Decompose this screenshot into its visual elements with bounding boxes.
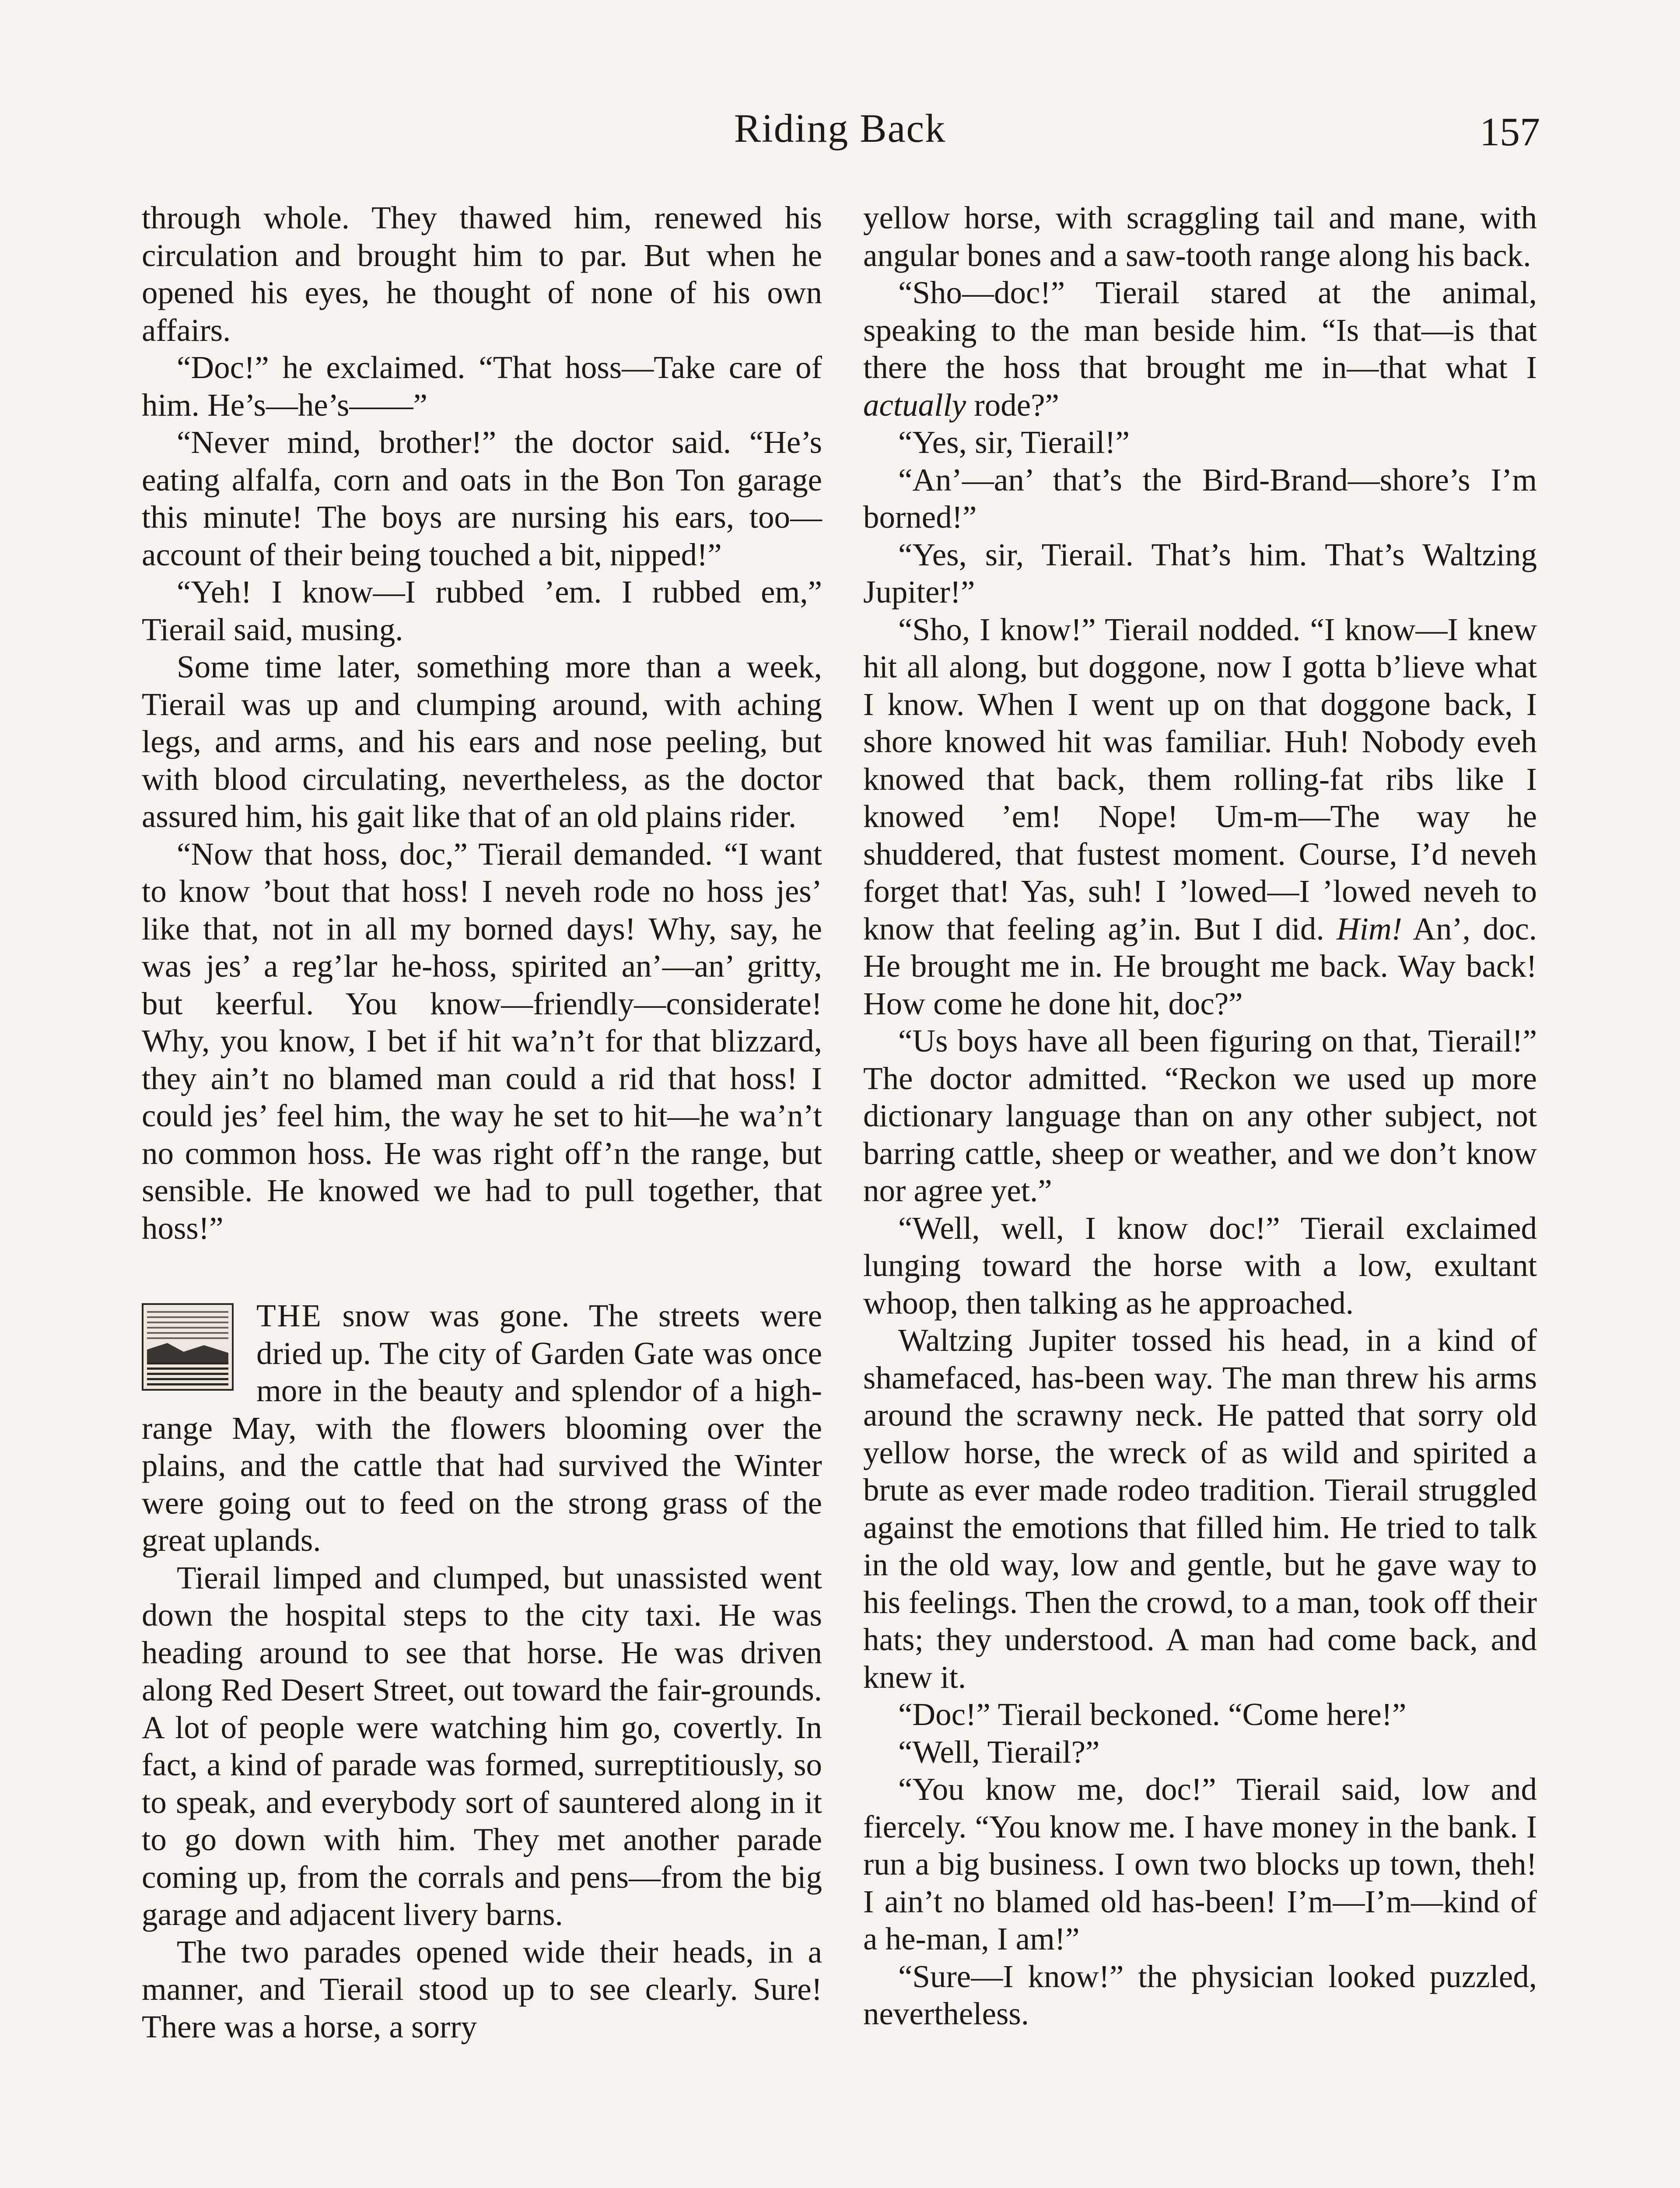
paragraph: “Doc!” Tierail beckoned. “Come here!”	[898, 1697, 1407, 1732]
paragraph	[863, 611, 1537, 1023]
paragraph-text: “Sho—doc!” Tierail stared at the animal, speaking to the man beside him. “Is that—is that there the hoss that brought me in—that what I	[863, 275, 1537, 385]
decorative-landscape-icon	[142, 1303, 234, 1391]
section-lead-word: THE	[256, 1298, 322, 1333]
paragraph: “Sure—I know!” the physician looked puzzled, nevertheless.	[863, 1958, 1537, 2031]
section-text: snow was gone. The streets were dried up. The city of Garden Gate was once more in the beauty and splendor of a high-range May, with the flowers blooming over the plains, and the cattle that had survived the Winter were going out to feed on the strong grass of the great uplands.	[142, 1298, 822, 1558]
paragraph-text: rode?”	[966, 387, 1059, 423]
paragraph: Tierail limped and clumped, but unassisted went down the hospital steps to the city taxi. He was heading around to see that horse. He was driven along Red Desert Street, out toward the fair-grounds. A lot of people were watching him go, covertly. In fact, a kind of parade was formed, surreptitiously, so to speak, and everybody sort of sauntered along in it to go down with him. They met another parade coming up, from the corrals and pens—from the big garage and adjacent livery barns.	[142, 1560, 822, 1932]
paragraph: “Doc!” he exclaimed. “That hoss—Take care of him. He’s—he’s——”	[142, 350, 822, 423]
paragraph: yellow horse, with scraggling tail and mane, with angular bones and a saw-tooth range along his back.	[863, 200, 1537, 273]
paragraph: “You know me, doc!” Tierail said, low and fiercely. “You know me. I have money in the bank. I run a big business. I own two blocks up town, theh! I ain’t no blamed old has-been! I’m—I’m—kind of a he-man, I am!”	[863, 1771, 1537, 1957]
paragraph-text: “Sho, I know!” Tierail nodded. “I know—I knew hit all along, but doggone, now I gotta b’lieve what I know. When I went up on that doggone back, I shore knowed hit was familiar. Huh! Nobody eveh knowed that back, them rolling-fat ribs like I knowed ’em! Nope! Um-m—The way he shuddered, that fustest moment. Course, I’d neveh forget that! Yas, suh! I ’lowed—I ’lowed neveh to know that feeling ag’in. But I did.	[863, 611, 1537, 947]
paragraph: “Yes, sir, Tierail. That’s him. That’s Waltzing Jupiter!”	[863, 536, 1537, 610]
running-title: Riding Back	[734, 106, 946, 151]
paragraph: “Yes, sir, Tierail!”	[898, 424, 1130, 460]
paragraph-text: An’, doc. He brought me in. He brought me back. Way back! How come he done hit, doc?”	[863, 911, 1537, 1021]
paragraph	[863, 274, 1537, 424]
paragraph: Some time later, something more than a week, Tierail was up and clumping around, with aching legs, and arms, and his ears and nose peeling, but with blood circulating, nevertheless, as the doctor assured him, his gait like that of an old plains rider.	[142, 649, 822, 834]
left-column	[142, 199, 822, 2045]
emphasis-text: actually	[863, 387, 966, 423]
paragraph: “Yeh! I know—I rubbed ’em. I rubbed em,” Tierail said, musing.	[142, 574, 822, 647]
paragraph: “Us boys have all been figuring on that, Tierail!” The doctor admitted. “Reckon we used up more dictionary language than on any other subject, not barring cattle, sheep or weather, and we don’t know nor agree yet.”	[863, 1023, 1537, 1208]
paragraph: “An’—an’ that’s the Bird-Brand—shore’s I’m borned!”	[863, 462, 1537, 535]
right-column	[863, 199, 1537, 2033]
paragraph: “Well, Tierail?”	[898, 1734, 1100, 1770]
page-number: 157	[1480, 109, 1540, 154]
paragraph: The two parades opened wide their heads, in a manner, and Tierail stood up to see clearly. Sure! There was a horse, a sorry	[142, 1934, 822, 2044]
paragraph: “Now that hoss, doc,” Tierail demanded. “I want to know ’bout that hoss! I neveh rode no hoss jes’ like that, not in all my borned days! Why, say, he was jes’ a reg’lar he-hoss, spirited an’—an’ gritty, but keerful. You know—friendly—considerate! Why, you know, I bet if hit wa’n’t for that blizzard, they ain’t no blamed man could a rid that hoss! I could jes’ feel him, the way he set to hit—he wa’n’t no common hoss. He was right off’n the range, but sensible. He knowed we had to pull together, that hoss!”	[142, 836, 822, 1246]
paragraph: Waltzing Jupiter tossed his head, in a kind of shamefaced, has-been way. The man threw his arms around the scrawny neck. He patted that sorry old yellow horse, the wreck of as wild and spirited a brute as ever made rodeo tradition. Tierail struggled against the emotions that filled him. He tried to talk in the old way, low and gentle, but he gave way to his feelings. Then the crowd, to a man, took off their hats; they understood. A man had come back, and knew it.	[863, 1322, 1537, 1695]
paragraph: “Never mind, brother!” the doctor said. “He’s eating alfalfa, corn and oats in the Bon Ton garage this minute! The boys are nursing his ears, too—account of their being touched a bit, nipped!”	[142, 424, 822, 572]
paragraph: through whole. They thawed him, renewed his circulation and brought him to par. But when he opened his eyes, he thought of none of his own affairs.	[142, 200, 822, 348]
paragraph: “Well, well, I know doc!” Tierail exclaimed lunging toward the horse with a low, exultant whoop, then talking as he approached.	[863, 1210, 1537, 1321]
section-opening-paragraph	[142, 1297, 822, 1559]
emphasis-text: Him!	[1336, 911, 1402, 947]
